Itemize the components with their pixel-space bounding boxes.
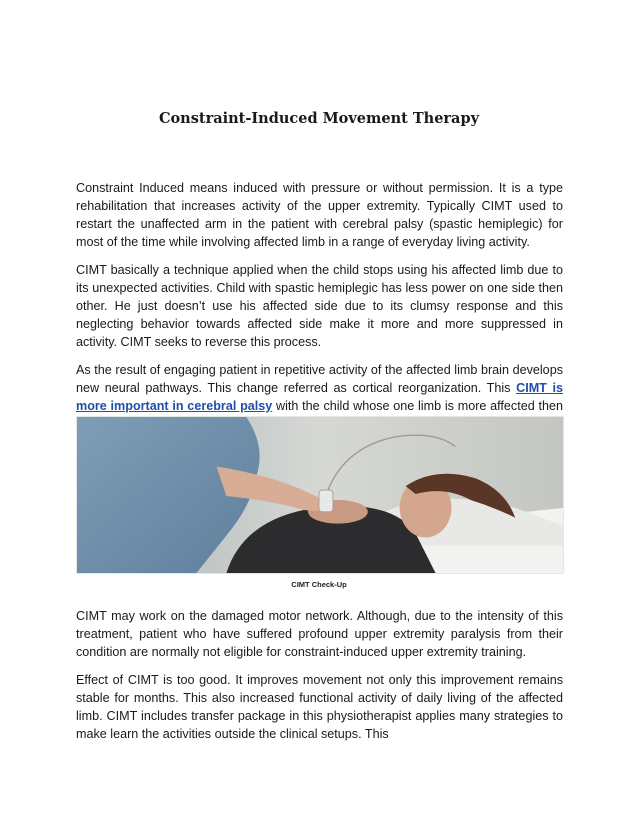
paragraph-3-text-end: with the child whose one limb is more affected then [276,399,563,413]
paragraph-4: CIMT may work on the damaged motor network. Although, due to the intensity of this treatment, patient who have suffered profound upper extremity paralysis from their condition are normally not eligible for constraint-induced upper extremity training. [76,609,563,659]
body-text-top [76,179,563,443]
paragraph-3-text: As the result of engaging patient in repetitive activity of the affected limb brain develops new neural pathways. This change referred as cortical reorganization. This [76,363,563,395]
cimt-cerebral-palsy-link[interactable]: CIMT is more important in cerebral palsy [76,381,563,413]
document-title: Constraint-Induced Movement Therapy [158,110,480,127]
paragraph-1: Constraint Induced means induced with pressure or without permission. It is a type rehabilitation that increases activity of the upper extremity. Typically CIMT used to restart the unaffected arm in the patient with cerebral palsy (spastic hemiplegic) for most of the time while involving affected limb in a range of everyday living activity. [76,181,563,249]
body-text-bottom [76,607,563,753]
paragraph-2: CIMT basically a technique applied when the child stops using his affected limb due to its unexpected activities. Child with spastic hemiplegic has less power on one side then other. He just doesn’t use his affected side due to its clumsy response and this neglecting behavior towards affected side make it more and more suppressed in activity. CIMT seeks to reverse this process. [76,263,563,349]
figure-caption: CIMT Check-Up [291,580,347,589]
cimt-checkup-photo [76,416,564,574]
paragraph-5: Effect of CIMT is too good. It improves movement not only this improvement remains stable for months. This also increased functional activity of daily living of the affected limb. CIMT includes transfer package in this physiotherapist applies many strategies to make learn the activities outside the clinical setups. This [76,673,563,741]
